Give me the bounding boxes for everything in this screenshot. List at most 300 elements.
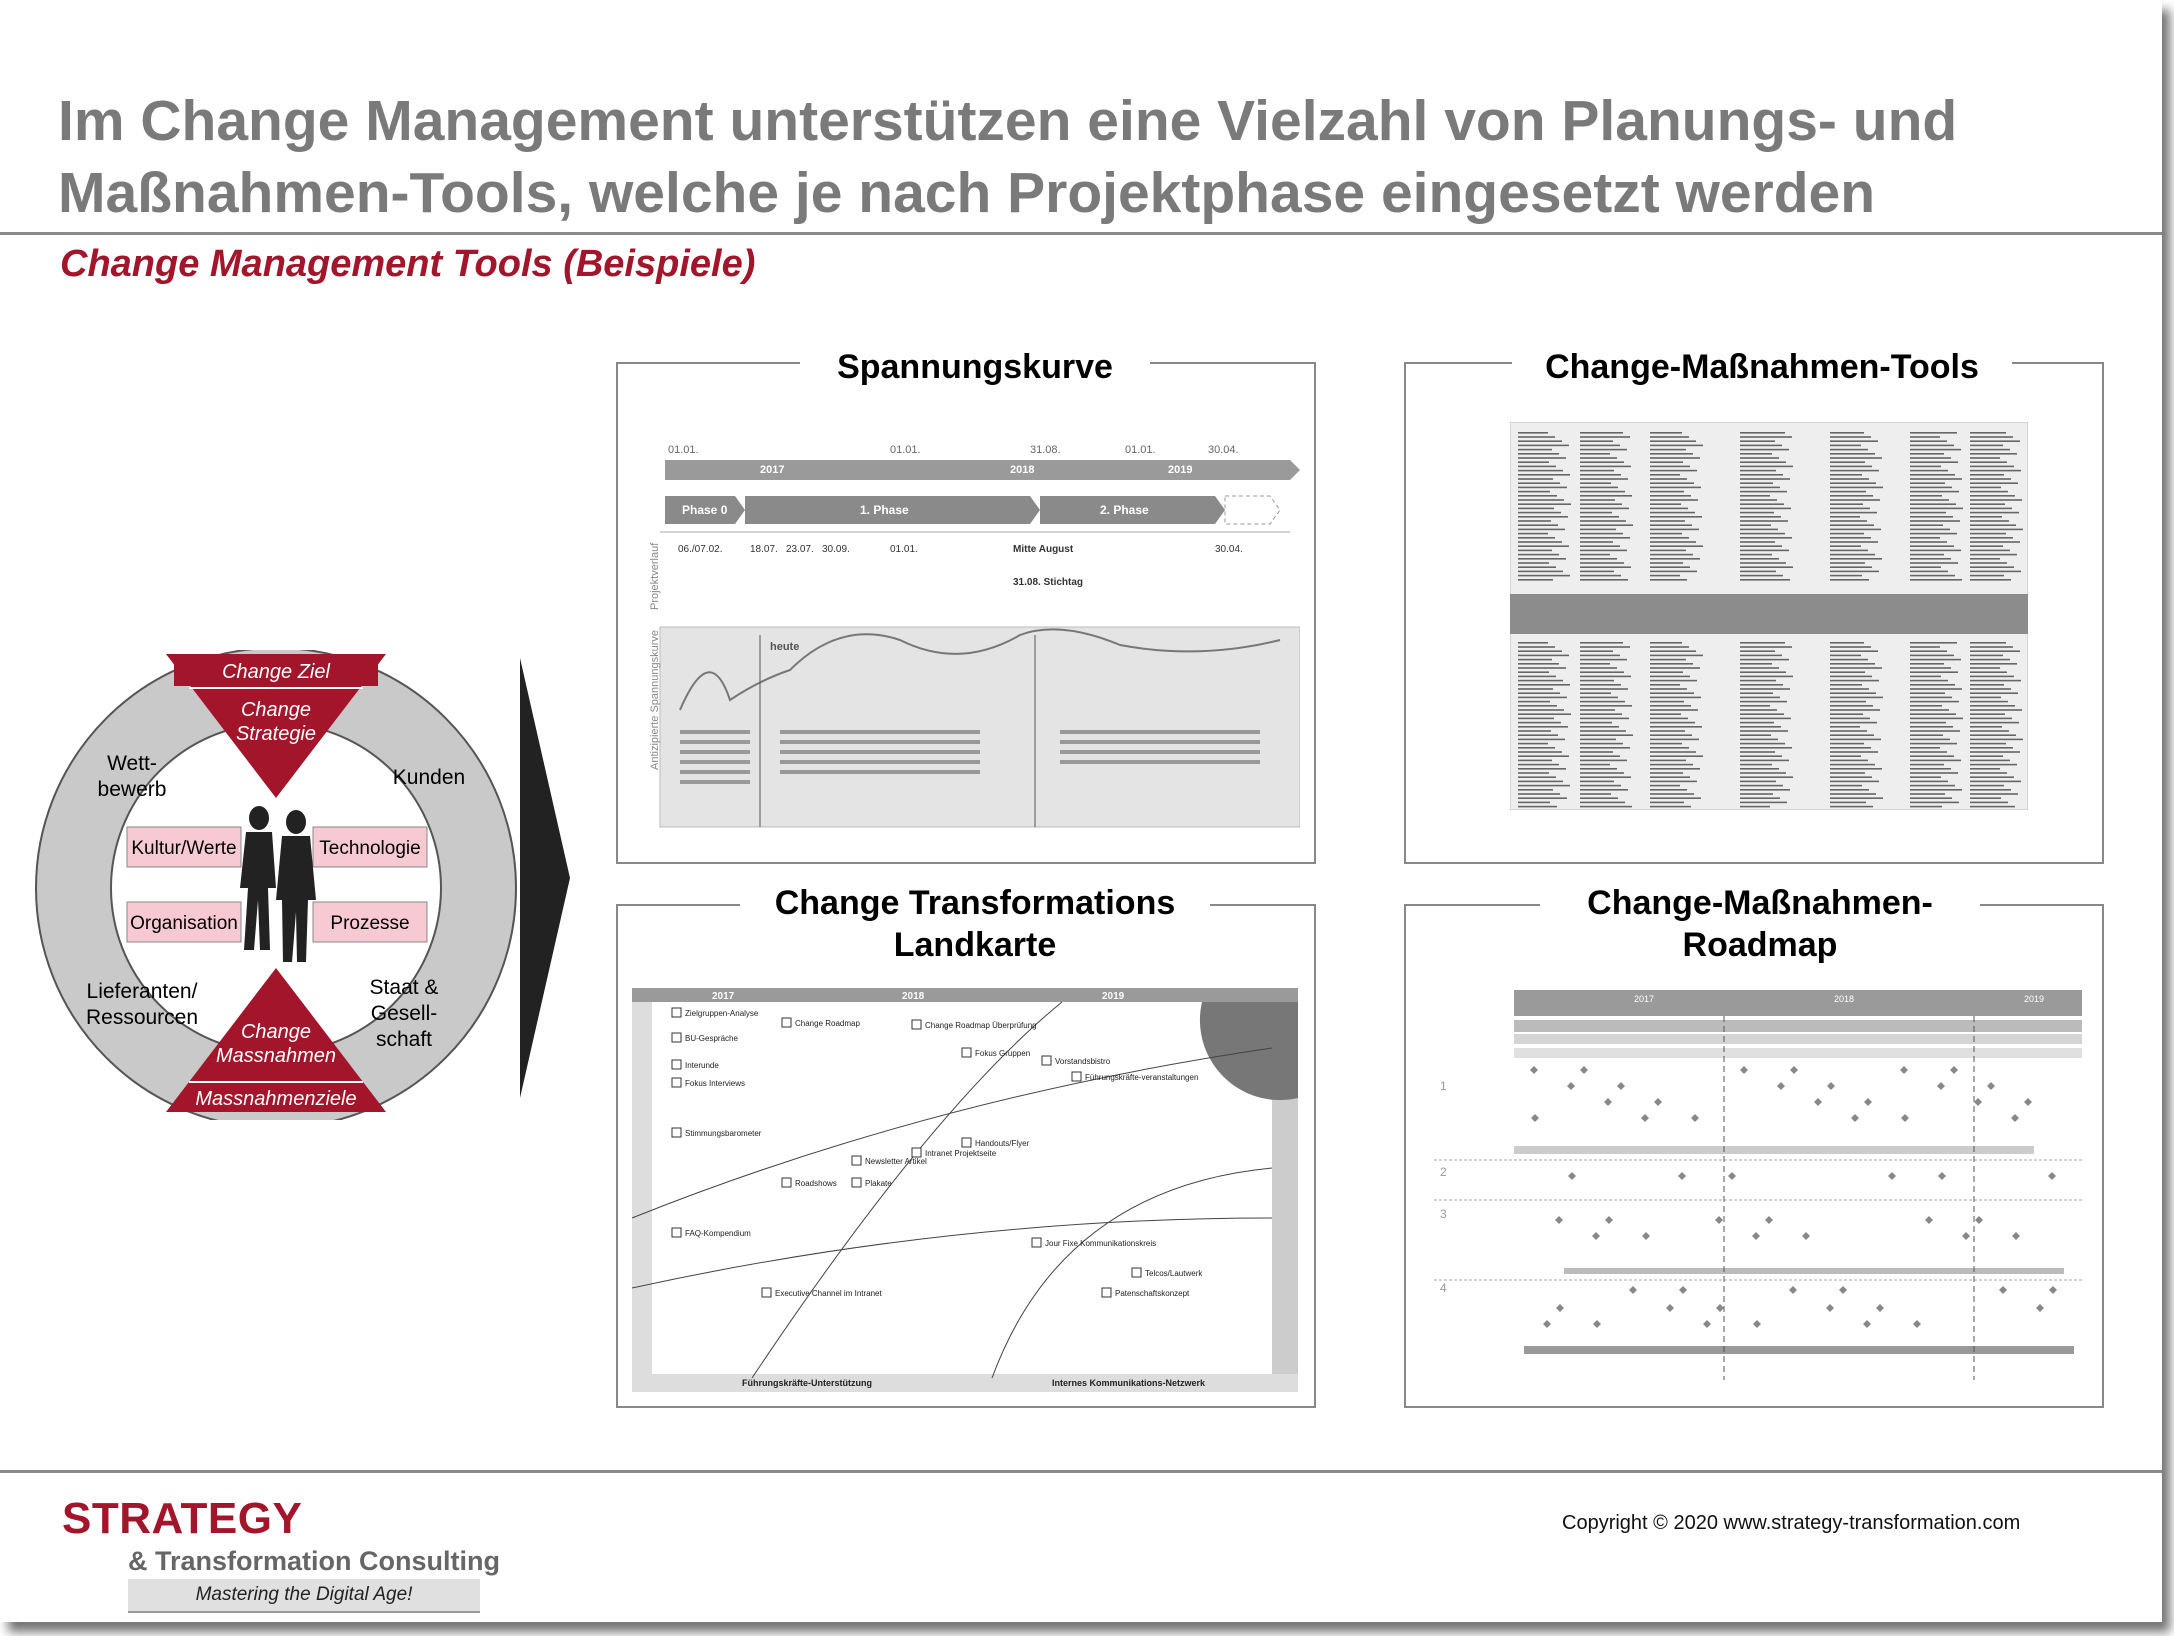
text-line xyxy=(1650,726,1702,728)
text-line xyxy=(1650,575,1680,577)
text-line xyxy=(1580,495,1632,497)
text-line xyxy=(1518,768,1566,770)
text-line xyxy=(1830,705,1873,707)
text-line xyxy=(1910,554,1944,556)
checkbox-icon xyxy=(1132,1268,1141,1277)
text-line xyxy=(1650,663,1693,665)
checkbox-icon xyxy=(1032,1238,1041,1247)
text-line xyxy=(1970,781,2021,783)
text-line xyxy=(1740,680,1776,682)
text-line xyxy=(1580,760,1627,762)
text-line xyxy=(1580,541,1613,543)
text-line xyxy=(1740,453,1772,455)
text-line xyxy=(1970,718,2012,720)
text-line xyxy=(1580,730,1626,732)
text-line xyxy=(1650,558,1700,560)
text-line xyxy=(1830,487,1883,489)
text-line xyxy=(1830,495,1873,497)
text-line xyxy=(1740,760,1789,762)
text-line xyxy=(1830,764,1875,766)
text-line xyxy=(1580,718,1629,720)
checkbox-icon xyxy=(672,1060,681,1069)
text-line xyxy=(1518,516,1568,518)
text-line xyxy=(1650,566,1690,568)
svg-text:Staat &: Staat & xyxy=(369,976,439,999)
text-line xyxy=(1518,541,1562,543)
text-line xyxy=(1910,692,1945,694)
text-line xyxy=(1970,520,2009,522)
landkarte-item: Change Roadmap xyxy=(795,1019,860,1028)
text-line xyxy=(1580,768,1617,770)
text-line xyxy=(1970,659,2010,661)
checkbox-icon xyxy=(962,1048,971,1057)
text-line xyxy=(1830,533,1864,535)
text-line xyxy=(1518,676,1556,678)
svg-text:3: 3 xyxy=(1440,1207,1447,1221)
svg-text:Ressourcen: Ressourcen xyxy=(85,1006,199,1029)
text-line xyxy=(1650,562,1683,564)
text-line xyxy=(1650,461,1683,463)
text-line xyxy=(1910,772,1958,774)
text-line xyxy=(1518,667,1566,669)
text-line xyxy=(1970,797,2001,799)
text-line xyxy=(1910,734,1943,736)
text-line xyxy=(1970,466,2014,468)
text-line xyxy=(1650,445,1703,447)
text-line xyxy=(1970,688,2011,690)
text-line xyxy=(1518,781,1563,783)
text-line xyxy=(1910,445,1954,447)
text-line xyxy=(1830,697,1883,699)
checkbox-icon xyxy=(672,1078,681,1087)
text-line xyxy=(1830,760,1868,762)
text-line xyxy=(1518,680,1563,682)
text-line xyxy=(1970,478,2011,480)
text-line xyxy=(1650,747,1689,749)
text-line xyxy=(1910,676,1941,678)
text-line xyxy=(1650,508,1688,510)
text-line xyxy=(1970,537,2013,539)
text-line xyxy=(1970,726,2002,728)
roadmap-thumbnail xyxy=(1434,990,2084,1392)
text-line xyxy=(1830,713,1863,715)
tools-thumbnail xyxy=(1510,422,2028,810)
text-line xyxy=(1740,776,1793,778)
footer-divider xyxy=(0,1470,2162,1473)
text-line xyxy=(1518,487,1567,489)
text-line xyxy=(1830,558,1882,560)
text-line xyxy=(1740,764,1772,766)
text-line xyxy=(1830,739,1881,741)
wheel-bottom-label: Massnahmenziele xyxy=(195,1088,357,1110)
text-line xyxy=(1650,743,1682,745)
text-line xyxy=(1740,470,1776,472)
text-line xyxy=(1830,718,1870,720)
text-line xyxy=(1830,512,1877,514)
text-line xyxy=(1740,747,1792,749)
text-line xyxy=(1740,474,1783,476)
landkarte-item: Fokus Interviews xyxy=(685,1079,746,1088)
text-line xyxy=(1740,730,1788,732)
text-line xyxy=(1970,482,2018,484)
text-line xyxy=(1580,550,1627,552)
text-line xyxy=(1650,676,1690,678)
text-line xyxy=(1740,566,1793,568)
text-line xyxy=(1830,755,1861,757)
text-line xyxy=(1970,768,2000,770)
text-line xyxy=(1580,432,1623,434)
wheel-right-top: Kunden xyxy=(392,766,466,789)
text-line xyxy=(1910,659,1961,661)
text-line xyxy=(1910,533,1957,535)
text-line xyxy=(1580,499,1615,501)
text-line xyxy=(1580,680,1614,682)
text-line xyxy=(1580,806,1632,808)
text-line xyxy=(1740,516,1781,518)
text-line xyxy=(1580,772,1624,774)
text-line xyxy=(1650,659,1686,661)
text-line xyxy=(1518,529,1565,531)
text-line xyxy=(1970,705,2015,707)
text-line xyxy=(1580,524,1633,526)
text-line xyxy=(1970,558,2000,560)
text-line xyxy=(1740,705,1770,707)
text-line xyxy=(1580,646,1630,648)
text-line xyxy=(1830,554,1875,556)
logo-strategy: STRATEGY xyxy=(62,1494,303,1543)
svg-text:30.04.: 30.04. xyxy=(1208,444,1239,456)
text-line xyxy=(1830,751,1878,753)
text-line xyxy=(1650,520,1685,522)
text-line xyxy=(1580,722,1612,724)
text-line xyxy=(1580,751,1613,753)
text-line xyxy=(1830,722,1877,724)
text-line xyxy=(1650,487,1701,489)
text-line xyxy=(1910,680,1948,682)
text-line xyxy=(1518,776,1556,778)
text-line xyxy=(1970,575,2004,577)
text-line xyxy=(1970,743,2006,745)
landkarte-item: Stimmungsbarometer xyxy=(685,1129,762,1138)
text-line xyxy=(1970,655,2003,657)
text-line xyxy=(1910,432,1957,434)
text-line xyxy=(1740,440,1775,442)
text-line xyxy=(1580,503,1622,505)
text-line xyxy=(1970,524,2016,526)
text-line xyxy=(1830,743,1864,745)
text-line xyxy=(1970,503,2005,505)
text-line xyxy=(1910,797,1952,799)
text-line xyxy=(1830,436,1871,438)
text-line xyxy=(1580,793,1611,795)
svg-text:2: 2 xyxy=(1440,1165,1447,1179)
text-line xyxy=(1650,524,1692,526)
text-line xyxy=(1650,797,1701,799)
text-line xyxy=(1650,684,1680,686)
text-line xyxy=(1580,516,1619,518)
landkarte-item: Plakate xyxy=(865,1179,892,1188)
text-line xyxy=(1518,688,1553,690)
text-line xyxy=(1830,650,1878,652)
copyright-text: Copyright © 2020 www.strategy-transformation.com xyxy=(1562,1512,2021,1534)
text-line xyxy=(1970,550,2010,552)
text-line xyxy=(1740,671,1786,673)
checkbox-icon xyxy=(782,1018,791,1027)
text-line xyxy=(1740,466,1793,468)
text-line xyxy=(1518,503,1571,505)
checkbox-icon xyxy=(912,1148,921,1157)
text-line xyxy=(1518,722,1561,724)
text-line xyxy=(1518,550,1552,552)
text-line xyxy=(1740,789,1790,791)
panel-title-roadmap-text: Change-Maßnahmen- Roadmap xyxy=(1587,884,1933,964)
text-line xyxy=(1830,520,1867,522)
text-line xyxy=(1650,667,1700,669)
text-line xyxy=(1580,445,1620,447)
text-line xyxy=(1650,495,1691,497)
text-line xyxy=(1518,793,1560,795)
text-line xyxy=(1518,718,1554,720)
text-line xyxy=(1830,688,1869,690)
text-line xyxy=(1580,436,1630,438)
text-line xyxy=(1910,436,1940,438)
text-line xyxy=(1650,474,1680,476)
text-line xyxy=(1518,747,1555,749)
text-line xyxy=(1580,789,1628,791)
svg-text:Change: Change xyxy=(240,699,312,721)
text-line xyxy=(1650,453,1693,455)
text-line xyxy=(1830,806,1873,808)
text-line xyxy=(1518,495,1557,497)
text-line xyxy=(1910,440,1947,442)
text-line xyxy=(1910,474,1955,476)
checkbox-icon xyxy=(1072,1072,1081,1081)
text-line xyxy=(1910,705,1942,707)
text-line xyxy=(1970,680,2021,682)
text-line xyxy=(1518,751,1562,753)
text-line xyxy=(1518,650,1562,652)
text-line xyxy=(1580,533,1623,535)
text-line xyxy=(1580,709,1615,711)
text-line xyxy=(1580,667,1617,669)
text-line xyxy=(1910,503,1956,505)
box-technologie: Technologie xyxy=(319,838,421,859)
svg-text:4: 4 xyxy=(1440,1281,1447,1295)
text-line xyxy=(1830,445,1861,447)
text-line xyxy=(1518,642,1548,644)
text-line xyxy=(1830,676,1872,678)
wheel-top-label: Change Ziel xyxy=(222,661,330,683)
text-line xyxy=(1830,709,1880,711)
text-line xyxy=(1740,503,1784,505)
text-line xyxy=(1830,747,1871,749)
text-line xyxy=(1580,478,1628,480)
page-subtitle: Change Management Tools (Beispiele) xyxy=(60,243,756,285)
text-line xyxy=(1518,764,1559,766)
text-line xyxy=(1580,449,1627,451)
text-line xyxy=(1650,440,1696,442)
text-line xyxy=(1650,537,1689,539)
landkarte-item: Change Roadmap Überprüfung xyxy=(925,1021,1037,1030)
svg-text:bewerb: bewerb xyxy=(97,778,167,801)
landkarte-thumbnail xyxy=(632,988,1298,1392)
text-line xyxy=(1650,571,1697,573)
text-line xyxy=(1740,508,1791,510)
svg-text:Antizipierte Spannungskurve: Antizipierte Spannungskurve xyxy=(649,629,661,770)
text-line xyxy=(1830,466,1872,468)
text-line xyxy=(1910,482,1945,484)
text-line xyxy=(1830,726,1860,728)
box-organisation: Organisation xyxy=(130,913,238,934)
text-line xyxy=(1650,709,1698,711)
svg-text:schaft: schaft xyxy=(375,1028,433,1051)
text-line xyxy=(1518,575,1570,577)
text-line xyxy=(1910,524,1943,526)
text-line xyxy=(1970,751,2020,753)
text-line xyxy=(1650,470,1697,472)
text-line xyxy=(1910,449,1961,451)
text-line xyxy=(1970,747,2013,749)
svg-text:31.08.: 31.08. xyxy=(1030,444,1061,456)
text-line xyxy=(1740,718,1791,720)
text-line xyxy=(1830,491,1866,493)
text-line xyxy=(1740,445,1782,447)
svg-text:06./07.02.: 06./07.02. xyxy=(678,544,723,555)
text-line xyxy=(1518,655,1569,657)
text-line xyxy=(1910,529,1950,531)
text-line xyxy=(1580,487,1618,489)
text-line xyxy=(1970,512,2019,514)
text-line xyxy=(1518,453,1559,455)
text-line xyxy=(1518,646,1555,648)
text-line xyxy=(1830,667,1882,669)
text-line xyxy=(1970,764,2017,766)
text-line xyxy=(1518,785,1570,787)
text-line xyxy=(1970,739,2023,741)
text-line xyxy=(1580,797,1618,799)
text-line xyxy=(1830,789,1869,791)
text-line xyxy=(1580,571,1614,573)
text-line xyxy=(1650,650,1696,652)
change-wheel-diagram xyxy=(14,650,534,1120)
text-line xyxy=(1740,743,1785,745)
spannungskurve-thumbnail xyxy=(640,440,1300,840)
svg-text:2. Phase: 2. Phase xyxy=(1100,503,1149,517)
text-line xyxy=(1970,789,2011,791)
text-line xyxy=(1740,802,1787,804)
text-line xyxy=(1830,516,1860,518)
text-line xyxy=(1580,461,1624,463)
text-line xyxy=(1740,449,1789,451)
landkarte-item: Roadshows xyxy=(795,1179,837,1188)
text-line xyxy=(1970,432,2006,434)
text-line xyxy=(1518,436,1555,438)
text-line xyxy=(1740,512,1774,514)
landkarte-item: Executive Channel im Intranet xyxy=(775,1289,882,1298)
checkbox-icon xyxy=(852,1178,861,1187)
text-line xyxy=(1910,487,1952,489)
text-line xyxy=(1740,520,1788,522)
text-line xyxy=(1650,466,1690,468)
svg-text:2017: 2017 xyxy=(760,464,785,476)
text-line xyxy=(1518,566,1556,568)
text-line xyxy=(1740,545,1782,547)
text-line xyxy=(1910,642,1957,644)
box-prozesse: Prozesse xyxy=(330,913,410,934)
svg-text:Lieferanten/: Lieferanten/ xyxy=(86,980,198,1003)
box-kultur: Kultur/Werte xyxy=(131,838,237,859)
text-line xyxy=(1740,697,1780,699)
text-line xyxy=(1518,474,1570,476)
text-line xyxy=(1518,508,1554,510)
text-line xyxy=(1970,776,2014,778)
text-line xyxy=(1740,772,1786,774)
text-line xyxy=(1740,541,1775,543)
text-line xyxy=(1518,440,1562,442)
text-line xyxy=(1830,541,1878,543)
text-line xyxy=(1740,499,1777,501)
landkarte-item: FAQ-Kompendium xyxy=(685,1229,751,1238)
text-line xyxy=(1910,718,1963,720)
text-line xyxy=(1580,676,1631,678)
text-line xyxy=(1830,562,1865,564)
text-line xyxy=(1580,575,1621,577)
text-line xyxy=(1580,537,1630,539)
text-line xyxy=(1650,776,1690,778)
text-line xyxy=(1740,709,1777,711)
text-line xyxy=(1580,491,1625,493)
text-line xyxy=(1650,785,1680,787)
text-line xyxy=(1740,692,1773,694)
text-line xyxy=(1518,461,1549,463)
landkarte-item: Intranet Projektseite xyxy=(925,1149,997,1158)
text-line xyxy=(1580,562,1624,564)
svg-text:Strategie: Strategie xyxy=(235,723,317,745)
text-line xyxy=(1970,676,2014,678)
text-line xyxy=(1650,802,1684,804)
text-line xyxy=(1970,449,2010,451)
text-line xyxy=(1650,789,1687,791)
text-line xyxy=(1910,566,1941,568)
text-line xyxy=(1910,499,1949,501)
text-line xyxy=(1580,663,1610,665)
text-line xyxy=(1518,755,1569,757)
text-line xyxy=(1650,533,1682,535)
landkarte-item: Fokus Gruppen xyxy=(975,1049,1031,1058)
text-line xyxy=(1740,562,1786,564)
landkarte-item: Vorstandsbistro xyxy=(1055,1057,1111,1066)
text-line xyxy=(1910,671,1958,673)
text-line xyxy=(1580,508,1629,510)
svg-text:2017: 2017 xyxy=(1634,994,1655,1004)
landkarte-item: Telcos/Lautwerk xyxy=(1145,1269,1203,1278)
text-line xyxy=(1580,466,1631,468)
text-line xyxy=(1970,684,2004,686)
text-line xyxy=(1910,663,1944,665)
text-line xyxy=(1970,642,2006,644)
text-line xyxy=(1910,806,1942,808)
text-line xyxy=(1910,755,1954,757)
text-line xyxy=(1650,579,1687,581)
text-line xyxy=(1970,793,2018,795)
text-line xyxy=(1650,701,1684,703)
panel-title-tools: Change-Maßnahmen-Tools xyxy=(1512,346,2012,388)
svg-text:heute: heute xyxy=(770,641,800,653)
svg-text:Projektverlauf: Projektverlauf xyxy=(649,542,661,610)
text-line xyxy=(1910,537,1940,539)
text-line xyxy=(1740,550,1789,552)
text-line xyxy=(1970,772,2007,774)
